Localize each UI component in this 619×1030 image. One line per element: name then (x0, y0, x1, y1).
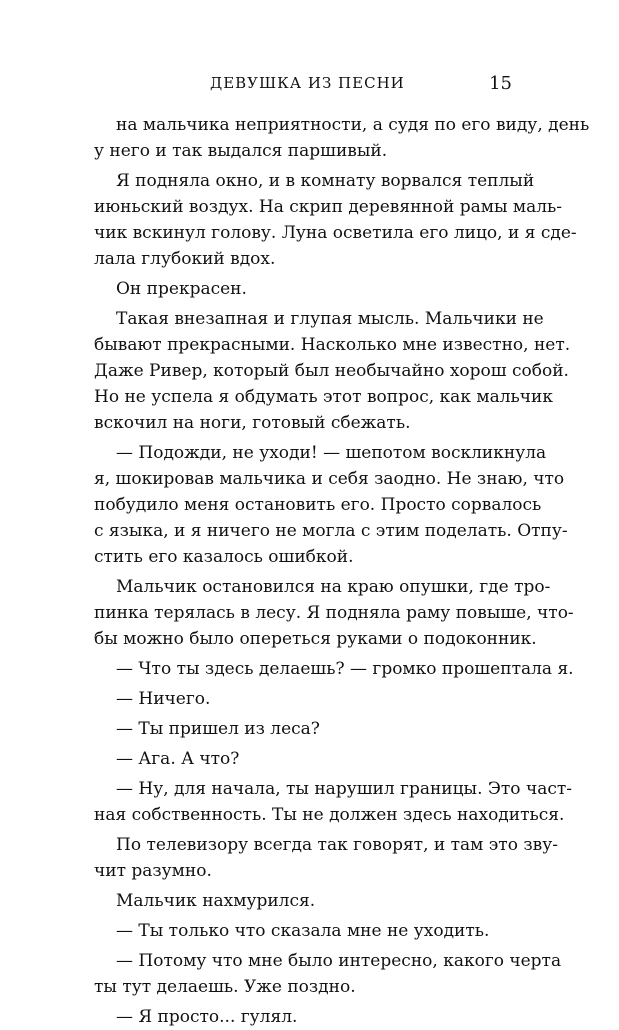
text-line: ты тут делаешь. Уже поздно. (94, 977, 356, 997)
paragraph (94, 276, 526, 302)
text-line: стить его казалось ошибкой. (94, 547, 354, 567)
text-line: — Ага. А что? (116, 749, 240, 769)
text-line: вскочил на ноги, готовый сбежать. (94, 413, 411, 433)
text-line: По телевизору всегда так говорят, и там это зву- (116, 835, 558, 855)
text-line: Мальчик нахмурился. (116, 891, 316, 911)
paragraph (94, 832, 558, 884)
body-text (94, 112, 590, 1030)
text-line: — Подожди, не уходи! — шепотом воскликнула (116, 443, 547, 463)
text-line: Он прекрасен. (116, 279, 247, 299)
paragraph (94, 168, 577, 272)
text-line: бы можно было опереться руками о подоконник. (94, 629, 537, 649)
text-line: чит разумно. (94, 861, 212, 881)
text-line: — Ты только что сказала мне не уходить. (116, 921, 490, 941)
paragraph (94, 306, 571, 436)
text-line: Но не успела я обдумать этот вопрос, как мальчик (94, 387, 553, 407)
text-line: Я подняла окно, и в комнату ворвался теплый (116, 171, 535, 191)
paragraph (94, 686, 526, 712)
text-line: — Я просто... гулял. (116, 1007, 298, 1027)
running-title: ДЕВУШКА ИЗ ПЕСНИ (210, 74, 405, 92)
paragraph (94, 918, 526, 944)
text-line: бывают прекрасными. Насколько мне известно, нет. (94, 335, 571, 355)
paragraph (94, 746, 526, 772)
text-line: — Ну, для начала, ты нарушил границы. Это част- (116, 779, 572, 799)
text-line: Даже Ривер, который был необычайно хорош собой. (94, 361, 569, 381)
paragraph (94, 1004, 526, 1030)
text-line: у него и так выдался паршивый. (94, 141, 388, 161)
paragraph (94, 112, 590, 164)
page-number: 15 (489, 73, 512, 94)
paragraph (94, 574, 574, 652)
text-line: Такая внезапная и глупая мысль. Мальчики не (116, 309, 544, 329)
text-line: лала глубокий вдох. (94, 249, 276, 269)
text-line: пинка терялась в лесу. Я подняла раму повыше, что- (94, 603, 574, 623)
text-line: ная собственность. Ты не должен здесь находиться. (94, 805, 565, 825)
paragraph (94, 656, 574, 682)
text-line: я, шокировав мальчика и себя заодно. Не знаю, что (94, 469, 565, 489)
text-line: чик вскинул голову. Луна осветила его лицо, и я сде- (94, 223, 577, 243)
paragraph (94, 776, 572, 828)
text-line: — Потому что мне было интересно, какого черта (116, 951, 562, 971)
paragraph (94, 716, 526, 742)
text-line: побудило меня остановить его. Просто сорвалось (94, 495, 542, 515)
text-line: — Ты пришел из леса? (116, 719, 320, 739)
text-line: на мальчика неприятности, а судя по его виду, день (116, 115, 590, 135)
text-line: — Ничего. (116, 689, 211, 709)
paragraph (94, 888, 526, 914)
text-line: Мальчик остановился на краю опушки, где тро- (116, 577, 551, 597)
text-line: — Что ты здесь делаешь? — громко прошептала я. (116, 659, 574, 679)
text-line: июньский воздух. На скрип деревянной рамы маль- (94, 197, 563, 217)
paragraph (94, 948, 562, 1000)
text-line: с языка, и я ничего не могла с этим поделать. Отпу- (94, 521, 568, 541)
paragraph (94, 440, 568, 570)
